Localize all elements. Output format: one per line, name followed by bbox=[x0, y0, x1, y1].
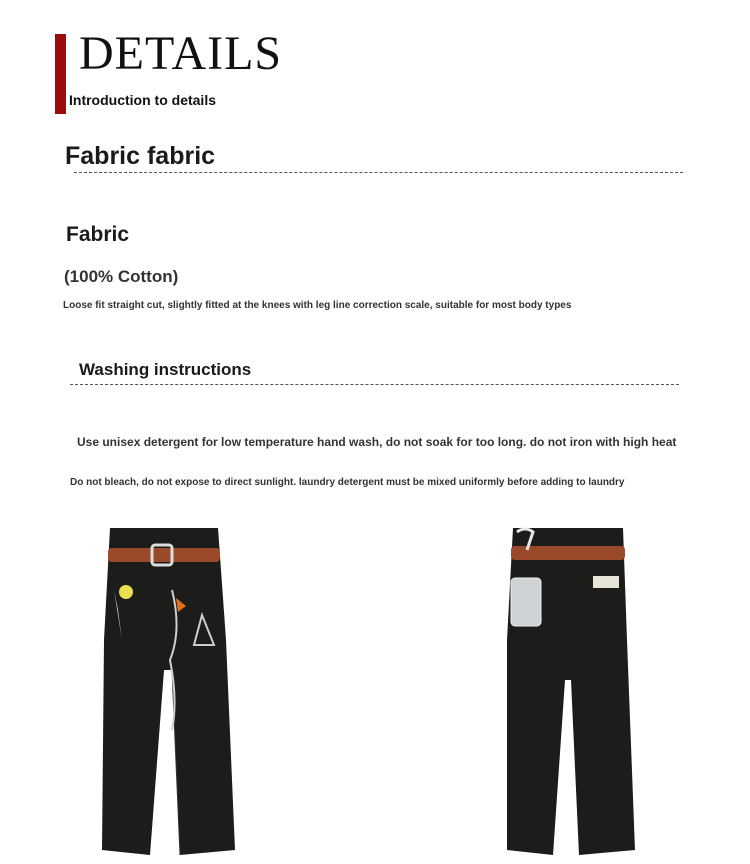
fabric-description: Loose fit straight cut, slightly fitted at the knees with leg line correction scale, suitable for most body types bbox=[63, 300, 572, 311]
back-label bbox=[593, 576, 619, 588]
fabric-heading: Fabric fabric bbox=[65, 142, 216, 170]
jeans-body bbox=[102, 528, 235, 855]
washing-line-2: Do not bleach, do not expose to direct sunlight. laundry detergent must be mixed uniformly before adding to laundry bbox=[70, 477, 625, 488]
washing-line-1: Use unisex detergent for low temperature hand wash, do not soak for too long. do not iron with high heat bbox=[77, 435, 677, 449]
page-subtitle: Introduction to details bbox=[69, 92, 216, 108]
fabric-composition: (100% Cotton) bbox=[64, 267, 179, 286]
washing-heading: Washing instructions bbox=[79, 360, 252, 379]
jeans-front-image bbox=[90, 520, 250, 860]
phone-pouch bbox=[511, 578, 541, 626]
badge bbox=[119, 585, 133, 599]
divider bbox=[70, 384, 679, 385]
belt bbox=[108, 548, 220, 562]
jeans-back-image bbox=[495, 520, 645, 860]
divider bbox=[74, 172, 683, 173]
fabric-subheading: Fabric bbox=[66, 223, 130, 246]
accent-bar bbox=[55, 34, 66, 114]
page-title: DETAILS bbox=[79, 27, 283, 80]
